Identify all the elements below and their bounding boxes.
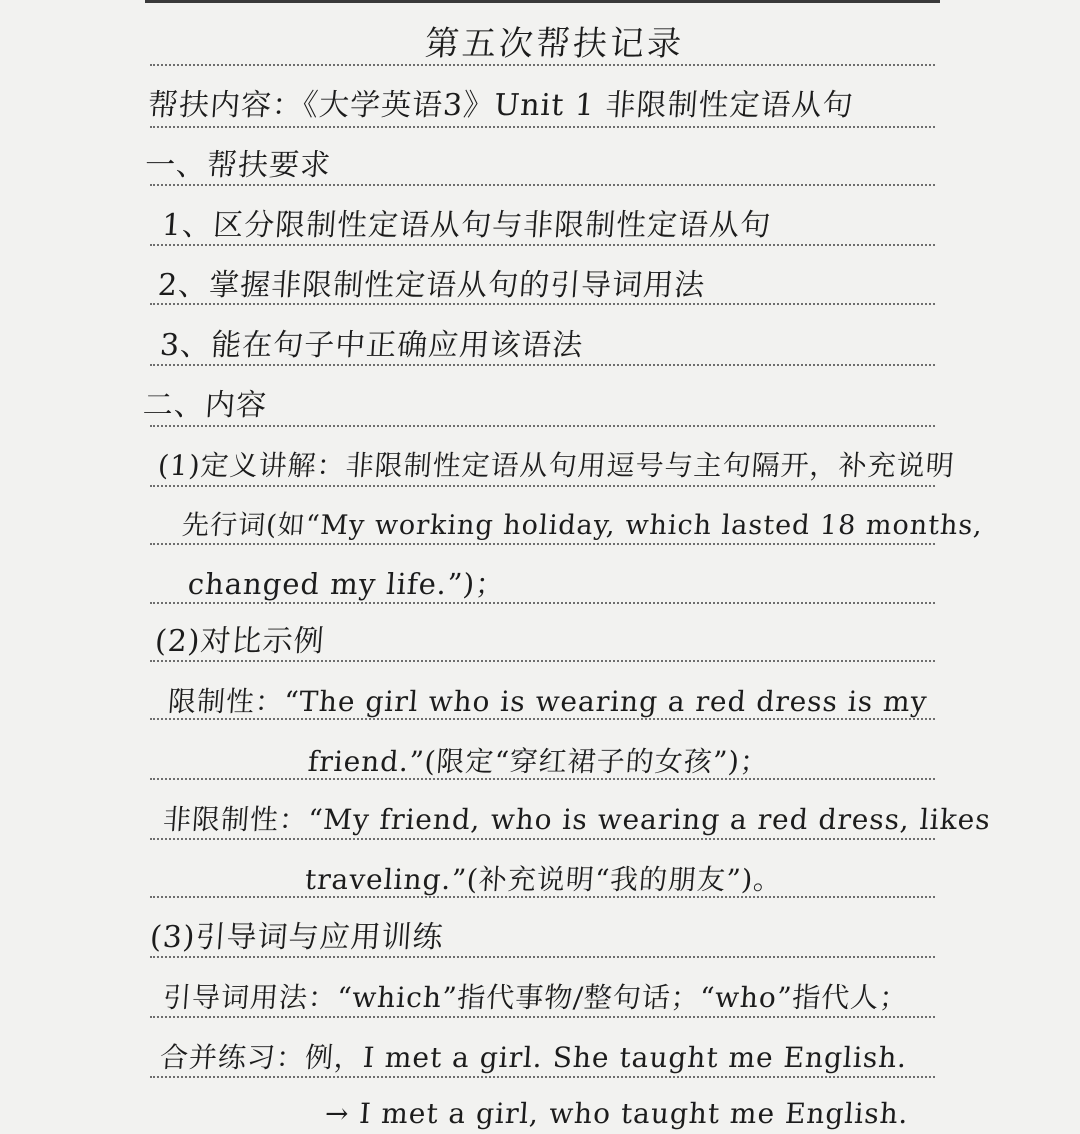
requirement-item: 1、区分限制性定语从句与非限制性定语从句 <box>160 208 773 243</box>
page-title: 第五次帮扶记录 <box>423 24 686 64</box>
definition-line: (1)定义讲解：非限制性定语从句用逗号与主句隔开，补充说明 <box>156 449 956 482</box>
section-heading-content: 二、内容 <box>141 388 269 423</box>
ruled-line <box>150 64 935 66</box>
restrictive-example: 限制性：“The girl who is wearing a red dress is my <box>166 685 929 718</box>
ruled-line <box>150 425 935 427</box>
answer-line: → I met a girl, who taught me English. <box>323 1097 910 1130</box>
practice-heading: (3)引导词与应用训练 <box>148 920 445 955</box>
comparison-heading: (2)对比示例 <box>153 624 326 659</box>
nonrestrictive-example: 非限制性：“My friend, who is wearing a red dress, likes <box>161 803 992 836</box>
requirement-item: 2、掌握非限制性定语从句的引导词用法 <box>156 268 707 303</box>
content-line: 帮扶内容：《大学英语3》Unit 1 非限制性定语从句 <box>146 88 855 123</box>
restrictive-example: friend.”(限定“穿红裙子的女孩”)； <box>306 745 771 778</box>
requirement-item: 3、能在句子中正确应用该语法 <box>158 328 585 363</box>
section-heading-requirements: 一、帮扶要求 <box>143 148 333 183</box>
definition-line: 先行词(如“My working holiday, which lasted 18 months, <box>180 510 984 541</box>
exercise-line: 合并练习：例，I met a girl. She taught me English. <box>158 1041 909 1074</box>
nonrestrictive-example: traveling.”(补充说明“我的朋友”)。 <box>303 863 784 896</box>
ruled-line <box>150 126 935 128</box>
definition-line: changed my life.”)； <box>186 567 507 601</box>
usage-line: 引导词用法：“which”指代事物/整句话；“who”指代人； <box>161 981 910 1014</box>
